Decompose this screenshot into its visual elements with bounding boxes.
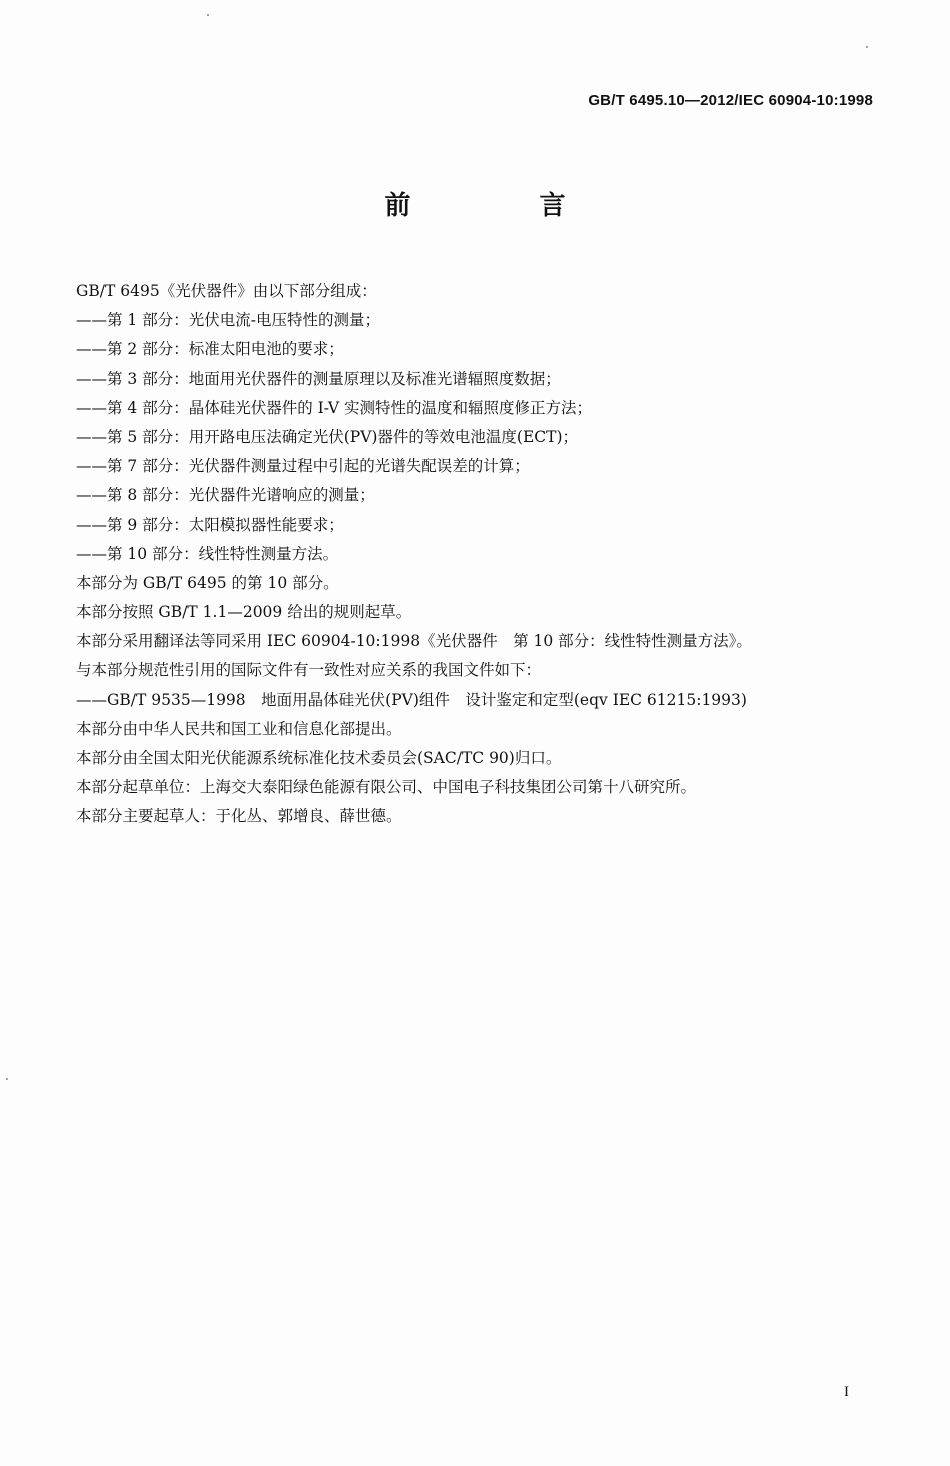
list-item-part-8: ——第 8 部分：光伏器件光谱响应的测量； bbox=[76, 486, 375, 505]
scan-speck bbox=[866, 46, 868, 48]
foreword-body bbox=[76, 277, 896, 832]
list-item-part-10: ——第 10 部分：线性特性测量方法。 bbox=[76, 544, 339, 563]
list-item-part-5: ——第 5 部分：用开路电压法确定光伏(PV)器件的等效电池温度(ECT)； bbox=[76, 427, 579, 446]
paragraph-normative-references-intro: 与本部分规范性引用的国际文件有一致性对应关系的我国文件如下： bbox=[76, 661, 542, 680]
paragraph-drafting-rules: 本部分按照 GB/T 1.1—2009 给出的规则起草。 bbox=[76, 603, 412, 622]
list-item-part-4: ——第 4 部分：晶体硅光伏器件的 I-V 实测特性的温度和辐照度修正方法； bbox=[76, 398, 592, 417]
paragraph-main-drafters: 本部分主要起草人：于化丛、郭增良、薛世德。 bbox=[76, 807, 402, 826]
page-title: 前 言 bbox=[384, 191, 626, 221]
list-item-part-7: ——第 7 部分：光伏器件测量过程中引起的光谱失配误差的计算； bbox=[76, 457, 530, 476]
list-item-part-1: ——第 1 部分：光伏电流-电压特性的测量； bbox=[76, 311, 380, 330]
list-item-part-9: ——第 9 部分：太阳模拟器性能要求； bbox=[76, 515, 344, 534]
paragraph-composition-intro: GB/T 6495《光伏器件》由以下部分组成： bbox=[76, 282, 377, 300]
paragraph-proposed-by: 本部分由中华人民共和国工业和信息化部提出。 bbox=[76, 719, 402, 738]
paragraph-part-statement: 本部分为 GB/T 6495 的第 10 部分。 bbox=[76, 573, 339, 592]
list-item-gbt-9535: ——GB/T 9535—1998 地面用晶体硅光伏(PV)组件 设计鉴定和定型(eqv IEC 61215:1993) bbox=[76, 690, 747, 709]
list-item-part-2: ——第 2 部分：标准太阳电池的要求； bbox=[76, 340, 344, 359]
scan-speck bbox=[207, 14, 209, 16]
scan-speck bbox=[6, 1078, 8, 1080]
list-item-part-3: ——第 3 部分：地面用光伏器件的测量原理以及标准光谱辐照度数据； bbox=[76, 369, 561, 388]
paragraph-adoption: 本部分采用翻译法等同采用 IEC 60904-10:1998《光伏器件 第 10 部分：线性特性测量方法》。 bbox=[76, 632, 752, 651]
paragraph-under-jurisdiction: 本部分由全国太阳光伏能源系统标准化技术委员会(SAC/TC 90)归口。 bbox=[76, 749, 562, 767]
standard-number-header: GB/T 6495.10—2012/IEC 60904-10:1998 bbox=[588, 92, 873, 109]
paragraph-drafting-units: 本部分起草单位：上海交大泰阳绿色能源有限公司、中国电子科技集团公司第十八研究所。 bbox=[76, 778, 697, 797]
page-number: I bbox=[844, 1384, 849, 1400]
